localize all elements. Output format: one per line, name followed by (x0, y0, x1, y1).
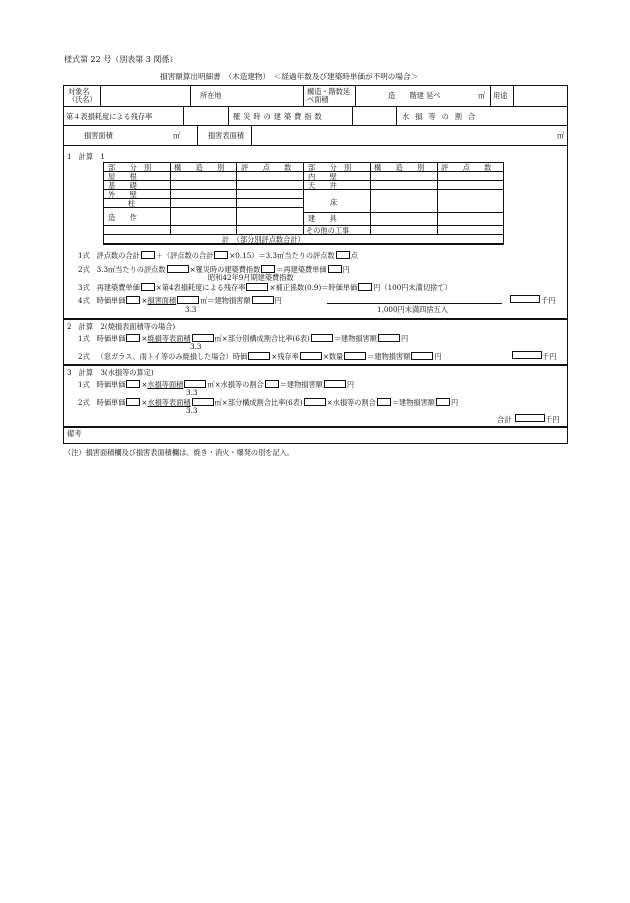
part-fixtures: 造 作 (108, 213, 137, 222)
calc2-formula1: 1式 時価単価 ×焼損等表面積 ㎡×部分別構成割合比率(6表) ＝建物損害額 円 (78, 334, 409, 343)
part-interior-wall: 内 壁 (308, 172, 337, 181)
calc2-denominator: 3.3 (190, 342, 202, 351)
part-floor: 床 (330, 198, 338, 207)
footnote: （注）損害面積欄及び損害表面積欄は、焼き・消火・爆発の別を記入。 (64, 448, 295, 457)
part-other-work: その他の工事 (306, 226, 350, 235)
col-structure-left: 構 造 別 (174, 163, 225, 172)
damage-surface-area-label: 損害表面積 (208, 131, 244, 140)
rounding-note: 1,000円未満四捨五入 (377, 305, 448, 314)
col-part-right: 部 分 別 (308, 163, 352, 172)
structure-text: 造 階建 延べ (388, 91, 441, 100)
calc1-result-box (510, 295, 540, 303)
calc2-result-box (512, 351, 542, 359)
calc1-formula1: 1式 評点数の合計 ＋（評点数の合計 ×0.15）＝3.3㎡当たりの評点数 点 (78, 251, 358, 260)
damage-area-label: 損害面積 (84, 131, 113, 140)
calc2-unit: 千円 (542, 352, 557, 361)
calc1-formula2: 2式 3.3㎡当たりの評点数 ×罹災時の建築費指数 ＝再建築費単価 円 (78, 265, 350, 274)
part-roof: 屋 根 (108, 172, 137, 181)
total-sum-label: 合計 (497, 415, 512, 424)
total-sum-box (515, 414, 545, 422)
part-pillar: 柱 (128, 199, 136, 208)
calc1-unit: 千円 (541, 296, 556, 305)
total-label: 計 （部分別評点数合計） (222, 235, 305, 244)
total-sum-unit: 千円 (545, 415, 560, 424)
formula4-denominator: 3.3 (185, 305, 197, 314)
remarks-label: 備考 (67, 429, 82, 438)
form-number: 様式第 22 号（別表第 3 関係） (64, 55, 178, 64)
structure-floors-label: 構造・階数延べ面積 (307, 87, 351, 105)
cost-index-label: 罹災時の建築費指数 (233, 112, 325, 121)
calc2-formula2: 2式 （窓ガラス、雨トイ等のみ焼損した場合）時価 ×残存率 ×数量 ＝建物損害額 円 (78, 352, 442, 361)
col-points-right: 評 点 数 (441, 163, 492, 172)
calc3-denominator2: 3.3 (186, 406, 198, 415)
col-structure-right: 構 造 別 (374, 163, 425, 172)
water-damage-ratio-label: 水損等の割合 (402, 112, 482, 121)
col-points-left: 評 点 数 (241, 163, 292, 172)
calc2-heading: 2 計算 2(焼損表面積等の場合) (67, 322, 176, 331)
location-label: 所在地 (200, 91, 222, 100)
calc3-heading: 3 計算 3(水損等の算定) (67, 368, 154, 377)
part-exterior-wall: 外 壁 (108, 190, 137, 199)
col-part-left: 部 分 別 (108, 163, 152, 172)
part-fittings: 建 具 (308, 214, 337, 223)
calc1-heading: 1 計算 1 (67, 152, 105, 161)
calc1-formula4: 4式 時価単価 ×損害面積 ㎡＝建物損害額 円 (78, 296, 282, 305)
target-name-label: 対象名（氏名） (68, 87, 97, 105)
calc3-denominator1: 3.3 (186, 388, 198, 397)
area-unit: ㎡ (478, 91, 486, 100)
page-title: 損害額算出明細書 （木造建物） ＜経過年数及び建築時単価が不明の場合＞ (160, 72, 419, 81)
part-ceiling: 天 井 (308, 181, 337, 190)
calc3-formula1: 1式 時価単価 ×水損等面積 ㎡×水損等の割合 ＝建物損害額 円 (78, 380, 355, 389)
part-foundation: 基 礎 (108, 181, 137, 190)
calc1-formula3: 3式 再建築費単価 ×第4表損耗度による残存率 ×補正係数(0.9)＝時価単価 円（100円未満切捨て） (78, 283, 452, 292)
damage-surface-area-unit: ㎡ (557, 131, 565, 140)
residual-rate-label: 第４表損耗度による残存率 (66, 112, 153, 121)
damage-area-unit: ㎡ (173, 131, 181, 140)
cost-index-note: 昭和42年9月期建築費指数 (208, 273, 294, 282)
usage-label: 用途 (493, 91, 508, 100)
calc3-formula2: 2式 時価単価 ×水損等表面積 ㎡×部分構成割合比率(6表) ×水損等の割合 ＝建物損害額 円 (78, 398, 459, 407)
